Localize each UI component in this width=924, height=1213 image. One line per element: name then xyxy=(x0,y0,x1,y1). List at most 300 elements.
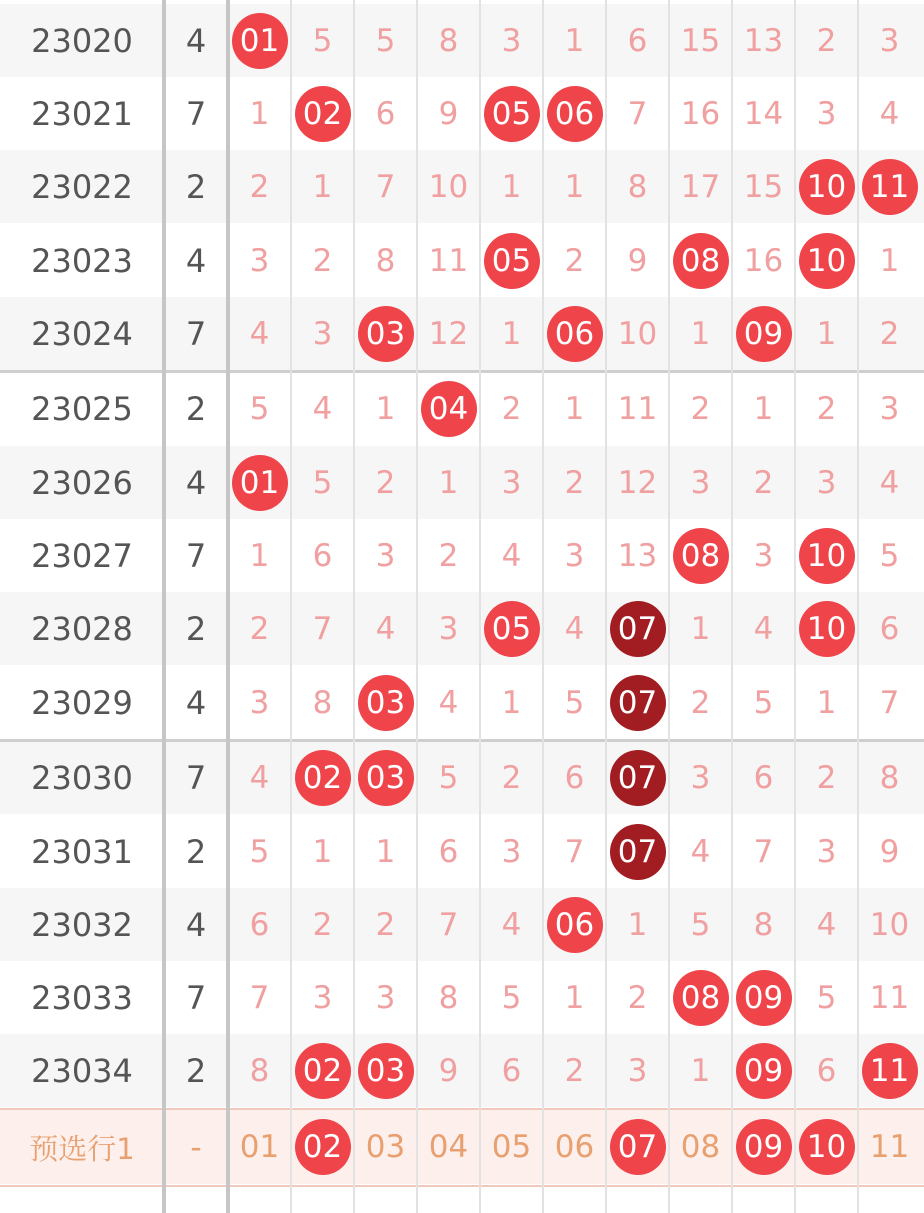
draw-value: 7 xyxy=(185,978,207,1017)
table-row[interactable] xyxy=(0,666,924,739)
number-ball[interactable]: 04 xyxy=(421,381,477,437)
number-cell-10[interactable] xyxy=(795,961,858,1034)
number-ball[interactable]: 01 xyxy=(232,455,288,511)
miss-count: 4 xyxy=(564,610,585,647)
number-cell-11[interactable] xyxy=(858,224,921,297)
miss-count: 1 xyxy=(249,537,270,574)
number-ball[interactable]: 10 xyxy=(799,601,855,657)
number-cell-2[interactable] xyxy=(291,666,354,739)
miss-count: 05 xyxy=(491,1129,532,1165)
issue-number: 23031 xyxy=(31,832,133,871)
number-cell-7[interactable] xyxy=(606,741,669,814)
number-ball[interactable]: 07 xyxy=(610,675,666,731)
number-cell-10[interactable] xyxy=(795,4,858,77)
miss-count: 1 xyxy=(753,390,774,427)
miss-count: 1 xyxy=(564,979,585,1016)
miss-count: 6 xyxy=(879,610,900,647)
miss-count: 3 xyxy=(501,833,522,870)
miss-count: 5 xyxy=(816,979,837,1016)
number-cell-2[interactable] xyxy=(291,4,354,77)
number-cell-9[interactable] xyxy=(732,592,795,665)
number-cell-2[interactable] xyxy=(291,224,354,297)
number-cell-8[interactable] xyxy=(669,1110,732,1184)
number-cell-4[interactable] xyxy=(417,815,480,888)
number-cell-6[interactable] xyxy=(543,815,606,888)
number-cell-4[interactable] xyxy=(417,961,480,1034)
table-row[interactable] xyxy=(0,224,924,297)
number-cell-10[interactable] xyxy=(795,888,858,961)
number-ball[interactable]: 11 xyxy=(862,159,918,215)
number-cell-11[interactable] xyxy=(858,372,921,445)
preselect-row[interactable] xyxy=(0,1110,924,1184)
miss-count: 5 xyxy=(375,22,396,59)
number-cell-3[interactable] xyxy=(354,297,417,370)
number-cell-3[interactable] xyxy=(354,150,417,223)
number-cell-4[interactable] xyxy=(417,666,480,739)
number-cell-3[interactable] xyxy=(354,888,417,961)
number-cell-2[interactable] xyxy=(291,1110,354,1184)
miss-count: 1 xyxy=(438,464,459,501)
number-ball[interactable]: 10 xyxy=(799,1119,855,1175)
number-cell-4[interactable] xyxy=(417,446,480,519)
number-cell-7[interactable] xyxy=(606,1034,669,1107)
number-ball[interactable]: 02 xyxy=(295,750,351,806)
number-ball[interactable]: 08 xyxy=(673,528,729,584)
number-cell-2[interactable] xyxy=(291,372,354,445)
table-row[interactable] xyxy=(0,372,924,445)
number-cell-1[interactable] xyxy=(228,888,291,961)
number-ball[interactable]: 06 xyxy=(547,897,603,953)
number-cell-7[interactable] xyxy=(606,519,669,592)
number-cell-4[interactable] xyxy=(417,888,480,961)
miss-count: 6 xyxy=(627,22,648,59)
number-cell-5[interactable] xyxy=(480,1034,543,1107)
number-cell-4[interactable] xyxy=(417,1110,480,1184)
number-cell-11[interactable] xyxy=(858,888,921,961)
number-ball[interactable]: 03 xyxy=(358,675,414,731)
miss-count: 2 xyxy=(816,390,837,427)
number-cell-1[interactable] xyxy=(228,519,291,592)
number-ball[interactable]: 07 xyxy=(610,601,666,657)
draw-value: 2 xyxy=(185,832,207,871)
number-cell-1[interactable] xyxy=(228,1034,291,1107)
number-cell-6[interactable] xyxy=(543,4,606,77)
number-ball[interactable]: 06 xyxy=(547,306,603,362)
number-cell-3[interactable] xyxy=(354,961,417,1034)
number-cell-3[interactable] xyxy=(354,666,417,739)
number-cell-3[interactable] xyxy=(354,519,417,592)
number-cell-6[interactable] xyxy=(543,1034,606,1107)
miss-count: 4 xyxy=(753,610,774,647)
number-cell-11[interactable] xyxy=(858,741,921,814)
number-cell-4[interactable] xyxy=(417,297,480,370)
number-cell-5[interactable] xyxy=(480,150,543,223)
miss-count: 1 xyxy=(312,833,333,870)
number-ball[interactable]: 03 xyxy=(358,306,414,362)
number-cell-5[interactable] xyxy=(480,741,543,814)
number-cell-9[interactable] xyxy=(732,815,795,888)
number-cell-10[interactable] xyxy=(795,666,858,739)
number-cell-6[interactable] xyxy=(543,224,606,297)
number-ball[interactable]: 02 xyxy=(295,1119,351,1175)
number-cell-11[interactable] xyxy=(858,150,921,223)
miss-count: 3 xyxy=(879,22,900,59)
number-ball[interactable]: 03 xyxy=(358,750,414,806)
number-cell-3[interactable] xyxy=(354,1110,417,1184)
number-cell-9[interactable] xyxy=(732,888,795,961)
number-cell-1[interactable] xyxy=(228,446,291,519)
number-ball[interactable]: 08 xyxy=(673,233,729,289)
miss-count: 2 xyxy=(879,315,900,352)
number-cell-7[interactable] xyxy=(606,372,669,445)
number-cell-2[interactable] xyxy=(291,446,354,519)
number-cell-11[interactable] xyxy=(858,1034,921,1107)
number-cell-10[interactable] xyxy=(795,592,858,665)
number-cell-4[interactable] xyxy=(417,1034,480,1107)
number-cell-2[interactable] xyxy=(291,961,354,1034)
number-cell-1[interactable] xyxy=(228,815,291,888)
number-ball[interactable]: 02 xyxy=(295,1043,351,1099)
number-cell-5[interactable] xyxy=(480,224,543,297)
number-cell-1[interactable] xyxy=(228,224,291,297)
number-ball[interactable]: 03 xyxy=(358,1043,414,1099)
number-cell-10[interactable] xyxy=(795,446,858,519)
number-ball[interactable]: 05 xyxy=(484,86,540,142)
miss-count: 3 xyxy=(375,979,396,1016)
number-ball[interactable]: 07 xyxy=(610,1119,666,1175)
draw-value: 7 xyxy=(185,94,207,133)
number-ball[interactable]: 02 xyxy=(295,86,351,142)
number-ball[interactable]: 05 xyxy=(484,601,540,657)
table-row[interactable] xyxy=(0,592,924,665)
number-cell-11[interactable] xyxy=(858,815,921,888)
number-cell-6[interactable] xyxy=(543,888,606,961)
miss-count: 5 xyxy=(501,979,522,1016)
number-cell-1[interactable] xyxy=(228,150,291,223)
miss-count: 1 xyxy=(564,168,585,205)
miss-count: 2 xyxy=(375,906,396,943)
miss-count: 16 xyxy=(680,95,721,132)
draw-value: - xyxy=(190,1128,202,1166)
number-cell-6[interactable] xyxy=(543,297,606,370)
number-cell-8[interactable] xyxy=(669,666,732,739)
number-cell-6[interactable] xyxy=(543,519,606,592)
number-ball[interactable]: 07 xyxy=(610,824,666,880)
number-ball[interactable]: 08 xyxy=(673,970,729,1026)
number-cell-8[interactable] xyxy=(669,1034,732,1107)
number-cell-1[interactable] xyxy=(228,77,291,150)
miss-count: 2 xyxy=(375,464,396,501)
miss-count: 3 xyxy=(879,390,900,427)
number-cell-11[interactable] xyxy=(858,519,921,592)
miss-count: 5 xyxy=(690,906,711,943)
number-cell-3[interactable] xyxy=(354,741,417,814)
miss-count: 2 xyxy=(249,168,270,205)
miss-count: 4 xyxy=(312,390,333,427)
number-cell-3[interactable] xyxy=(354,815,417,888)
number-ball[interactable]: 01 xyxy=(232,13,288,69)
number-cell-1[interactable] xyxy=(228,741,291,814)
number-cell-1[interactable] xyxy=(228,372,291,445)
table-row[interactable] xyxy=(0,150,924,223)
number-cell-8[interactable] xyxy=(669,815,732,888)
miss-count: 2 xyxy=(564,1052,585,1089)
number-cell-2[interactable] xyxy=(291,741,354,814)
number-cell-6[interactable] xyxy=(543,961,606,1034)
number-cell-11[interactable] xyxy=(858,446,921,519)
number-ball[interactable]: 05 xyxy=(484,233,540,289)
table-row[interactable] xyxy=(0,297,924,370)
number-cell-11[interactable] xyxy=(858,666,921,739)
number-cell-9[interactable] xyxy=(732,666,795,739)
number-cell-4[interactable] xyxy=(417,741,480,814)
table-row[interactable] xyxy=(0,888,924,961)
number-cell-9[interactable] xyxy=(732,297,795,370)
issue-number: 23023 xyxy=(31,241,133,280)
miss-count: 1 xyxy=(375,833,396,870)
issue-number: 23020 xyxy=(31,21,133,60)
number-cell-10[interactable] xyxy=(795,297,858,370)
miss-count: 3 xyxy=(690,464,711,501)
number-cell-5[interactable] xyxy=(480,446,543,519)
miss-count: 5 xyxy=(564,684,585,721)
number-cell-4[interactable] xyxy=(417,77,480,150)
number-cell-5[interactable] xyxy=(480,888,543,961)
table-row[interactable] xyxy=(0,961,924,1034)
number-cell-7[interactable] xyxy=(606,1110,669,1184)
number-cell-9[interactable] xyxy=(732,1110,795,1184)
draw-value: 7 xyxy=(185,536,207,575)
number-cell-9[interactable] xyxy=(732,4,795,77)
table-row[interactable] xyxy=(0,519,924,592)
number-cell-5[interactable] xyxy=(480,961,543,1034)
miss-count: 01 xyxy=(239,1129,280,1165)
number-ball[interactable]: 06 xyxy=(547,86,603,142)
issue-number: 23028 xyxy=(31,609,133,648)
number-cell-9[interactable] xyxy=(732,446,795,519)
draw-value: 4 xyxy=(185,21,207,60)
miss-count: 8 xyxy=(438,22,459,59)
number-cell-5[interactable] xyxy=(480,666,543,739)
number-cell-8[interactable] xyxy=(669,150,732,223)
number-cell-10[interactable] xyxy=(795,1034,858,1107)
column-divider xyxy=(605,0,607,1213)
draw-value: 2 xyxy=(185,167,207,206)
number-cell-5[interactable] xyxy=(480,297,543,370)
number-cell-5[interactable] xyxy=(480,4,543,77)
number-cell-9[interactable] xyxy=(732,372,795,445)
issue-number: 23027 xyxy=(31,536,133,575)
number-cell-6[interactable] xyxy=(543,446,606,519)
number-cell-6[interactable] xyxy=(543,150,606,223)
number-cell-6[interactable] xyxy=(543,372,606,445)
number-cell-11[interactable] xyxy=(858,77,921,150)
number-cell-8[interactable] xyxy=(669,888,732,961)
number-cell-6[interactable] xyxy=(543,592,606,665)
number-cell-11[interactable] xyxy=(858,4,921,77)
number-cell-7[interactable] xyxy=(606,888,669,961)
miss-count: 06 xyxy=(554,1129,595,1165)
number-cell-4[interactable] xyxy=(417,592,480,665)
number-cell-3[interactable] xyxy=(354,372,417,445)
miss-count: 12 xyxy=(428,315,469,352)
number-cell-9[interactable] xyxy=(732,741,795,814)
number-ball[interactable]: 10 xyxy=(799,528,855,584)
number-cell-8[interactable] xyxy=(669,741,732,814)
number-ball[interactable]: 07 xyxy=(610,750,666,806)
miss-count: 3 xyxy=(690,759,711,796)
table-row[interactable] xyxy=(0,446,924,519)
number-ball[interactable]: 09 xyxy=(736,970,792,1026)
number-cell-4[interactable] xyxy=(417,4,480,77)
miss-count: 1 xyxy=(816,684,837,721)
number-cell-2[interactable] xyxy=(291,815,354,888)
number-ball[interactable]: 09 xyxy=(736,1119,792,1175)
miss-count: 08 xyxy=(680,1129,721,1165)
number-ball[interactable]: 10 xyxy=(799,233,855,289)
miss-count: 4 xyxy=(690,833,711,870)
number-cell-8[interactable] xyxy=(669,592,732,665)
number-cell-10[interactable] xyxy=(795,519,858,592)
number-cell-10[interactable] xyxy=(795,77,858,150)
miss-count: 1 xyxy=(690,610,711,647)
table-row[interactable] xyxy=(0,815,924,888)
number-cell-1[interactable] xyxy=(228,1110,291,1184)
number-cell-9[interactable] xyxy=(732,961,795,1034)
miss-count: 04 xyxy=(428,1129,469,1165)
number-cell-8[interactable] xyxy=(669,519,732,592)
miss-count: 8 xyxy=(375,242,396,279)
miss-count: 6 xyxy=(249,906,270,943)
number-cell-9[interactable] xyxy=(732,519,795,592)
number-cell-7[interactable] xyxy=(606,961,669,1034)
number-cell-9[interactable] xyxy=(732,77,795,150)
number-ball[interactable]: 09 xyxy=(736,1043,792,1099)
number-cell-7[interactable] xyxy=(606,4,669,77)
number-cell-2[interactable] xyxy=(291,519,354,592)
number-cell-1[interactable] xyxy=(228,961,291,1034)
number-cell-8[interactable] xyxy=(669,297,732,370)
number-cell-2[interactable] xyxy=(291,888,354,961)
number-cell-7[interactable] xyxy=(606,297,669,370)
number-cell-7[interactable] xyxy=(606,815,669,888)
number-cell-1[interactable] xyxy=(228,297,291,370)
number-cell-8[interactable] xyxy=(669,224,732,297)
draw-value: 2 xyxy=(185,389,207,428)
number-cell-10[interactable] xyxy=(795,372,858,445)
number-cell-8[interactable] xyxy=(669,961,732,1034)
column-divider xyxy=(794,0,796,1213)
issue-number: 23029 xyxy=(31,683,133,722)
number-cell-8[interactable] xyxy=(669,372,732,445)
issue-number: 23034 xyxy=(31,1051,133,1090)
draw-value: 7 xyxy=(185,758,207,797)
miss-count: 3 xyxy=(501,22,522,59)
number-cell-1[interactable] xyxy=(228,4,291,77)
number-cell-5[interactable] xyxy=(480,592,543,665)
number-cell-3[interactable] xyxy=(354,224,417,297)
number-cell-9[interactable] xyxy=(732,1034,795,1107)
number-cell-6[interactable] xyxy=(543,1110,606,1184)
number-cell-2[interactable] xyxy=(291,297,354,370)
number-cell-7[interactable] xyxy=(606,446,669,519)
miss-count: 2 xyxy=(816,759,837,796)
number-cell-11[interactable] xyxy=(858,961,921,1034)
number-cell-8[interactable] xyxy=(669,446,732,519)
miss-count: 1 xyxy=(690,315,711,352)
table-row[interactable] xyxy=(0,1034,924,1107)
number-cell-5[interactable] xyxy=(480,372,543,445)
number-cell-4[interactable] xyxy=(417,519,480,592)
number-cell-10[interactable] xyxy=(795,741,858,814)
number-cell-3[interactable] xyxy=(354,4,417,77)
miss-count: 5 xyxy=(753,684,774,721)
number-cell-8[interactable] xyxy=(669,4,732,77)
miss-count: 4 xyxy=(816,906,837,943)
miss-count: 4 xyxy=(375,610,396,647)
number-cell-7[interactable] xyxy=(606,77,669,150)
number-cell-4[interactable] xyxy=(417,150,480,223)
number-cell-11[interactable] xyxy=(858,297,921,370)
number-cell-7[interactable] xyxy=(606,150,669,223)
number-cell-7[interactable] xyxy=(606,592,669,665)
number-ball[interactable]: 10 xyxy=(799,159,855,215)
miss-count: 5 xyxy=(438,759,459,796)
number-cell-5[interactable] xyxy=(480,815,543,888)
number-cell-6[interactable] xyxy=(543,741,606,814)
number-cell-10[interactable] xyxy=(795,1110,858,1184)
table-row[interactable] xyxy=(0,77,924,150)
table-row[interactable] xyxy=(0,4,924,77)
issue-number: 23032 xyxy=(31,905,133,944)
number-cell-2[interactable] xyxy=(291,592,354,665)
number-cell-10[interactable] xyxy=(795,224,858,297)
number-cell-1[interactable] xyxy=(228,592,291,665)
number-cell-4[interactable] xyxy=(417,224,480,297)
number-cell-5[interactable] xyxy=(480,519,543,592)
number-cell-9[interactable] xyxy=(732,224,795,297)
number-cell-9[interactable] xyxy=(732,150,795,223)
number-cell-7[interactable] xyxy=(606,224,669,297)
number-cell-8[interactable] xyxy=(669,77,732,150)
miss-count: 6 xyxy=(564,759,585,796)
number-ball[interactable]: 09 xyxy=(736,306,792,362)
miss-count: 8 xyxy=(627,168,648,205)
number-ball[interactable]: 11 xyxy=(862,1043,918,1099)
number-cell-1[interactable] xyxy=(228,666,291,739)
number-cell-3[interactable] xyxy=(354,77,417,150)
number-cell-11[interactable] xyxy=(858,1110,921,1184)
number-cell-2[interactable] xyxy=(291,150,354,223)
number-cell-2[interactable] xyxy=(291,1034,354,1107)
number-cell-7[interactable] xyxy=(606,666,669,739)
table-row[interactable] xyxy=(0,741,924,814)
number-cell-11[interactable] xyxy=(858,592,921,665)
number-cell-3[interactable] xyxy=(354,592,417,665)
miss-count: 4 xyxy=(249,759,270,796)
miss-count: 7 xyxy=(312,610,333,647)
number-cell-6[interactable] xyxy=(543,77,606,150)
number-cell-2[interactable] xyxy=(291,77,354,150)
number-cell-6[interactable] xyxy=(543,666,606,739)
number-cell-4[interactable] xyxy=(417,372,480,445)
number-cell-3[interactable] xyxy=(354,1034,417,1107)
number-cell-3[interactable] xyxy=(354,446,417,519)
number-cell-5[interactable] xyxy=(480,77,543,150)
number-cell-10[interactable] xyxy=(795,815,858,888)
number-cell-5[interactable] xyxy=(480,1110,543,1184)
number-cell-10[interactable] xyxy=(795,150,858,223)
